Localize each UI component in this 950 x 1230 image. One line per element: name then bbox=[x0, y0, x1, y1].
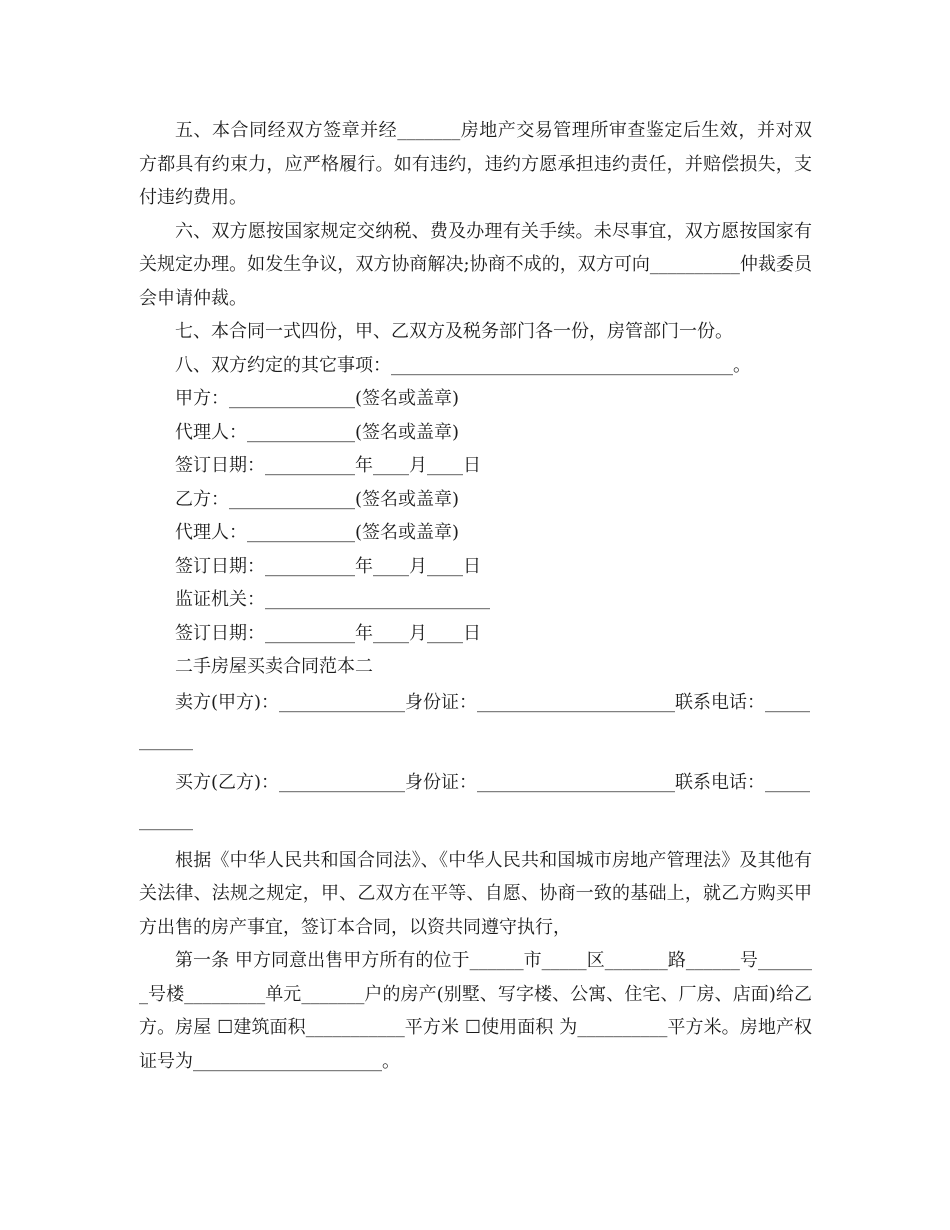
party-b-agent-signature-line: 代理人：____________(签名或盖章) bbox=[175, 522, 460, 543]
buyer-info-line: 买方(乙方)：______________身份证：______________________联系电话：___________ bbox=[139, 771, 811, 831]
party-b-sign-date-line: 签订日期：__________年____月____日 bbox=[175, 555, 481, 577]
contract-preamble: 根据《中华人民共和国合同法》、《中华人民共和国城市房地产管理法》及其他有关法律、法规之规定，甲、乙双方在平等、自愿、协商一致的基础上，就乙方购买甲方出售的房产事宜，签订本合同，以资共同遵守执行， bbox=[139, 849, 812, 938]
document-body bbox=[139, 114, 812, 1078]
clause-six: 六、双方愿按国家规定交纳税、费及办理有关手续。未尽事宜，双方愿按国家有关规定办理。如发生争议，双方协商解决;协商不成的，双方可向__________仲裁委员会申请仲裁。 bbox=[139, 220, 812, 309]
clause-seven: 七、本合同一式四份，甲、乙双方及税务部门各一份，房管部门一份。 bbox=[175, 321, 733, 342]
notary-authority-line: 监证机关：_________________________ bbox=[175, 589, 490, 610]
party-a-agent-signature-line: 代理人：____________(签名或盖章) bbox=[175, 421, 460, 443]
notary-sign-date-line: 签订日期：__________年____月____日 bbox=[175, 622, 481, 644]
party-a-signature-line: 甲方：______________(签名或盖章) bbox=[175, 388, 460, 409]
clause-eight: 八、双方约定的其它事项：______________________________________。 bbox=[175, 354, 751, 376]
party-b-signature-line: 乙方：______________(签名或盖章) bbox=[175, 488, 460, 510]
party-a-sign-date-line: 签订日期：__________年____月____日 bbox=[175, 455, 481, 476]
clause-five: 五、本合同经双方签章并经_______房地产交易管理所审查鉴定后生效，并对双方都具有约束力，应严格履行。如有违约，违约方愿承担违约责任，并赔偿损失，支付违约费用。 bbox=[139, 120, 812, 208]
template-two-title: 二手房屋买卖合同范本二 bbox=[175, 656, 373, 677]
article-one: 第一条 甲方同意出售甲方所有的位于______市_____区_______路______号_______号楼_________单元_______户的房产(别墅、写字楼、公寓、住宅、厂房、店面)给乙方。房屋 ☐建筑面积___________平方米 ☐使用面积 为__________平方米。房地产权证号为_____________________。 bbox=[139, 950, 812, 1072]
seller-info-line: 卖方(甲方)：______________身份证：______________________联系电话：___________ bbox=[139, 691, 811, 751]
